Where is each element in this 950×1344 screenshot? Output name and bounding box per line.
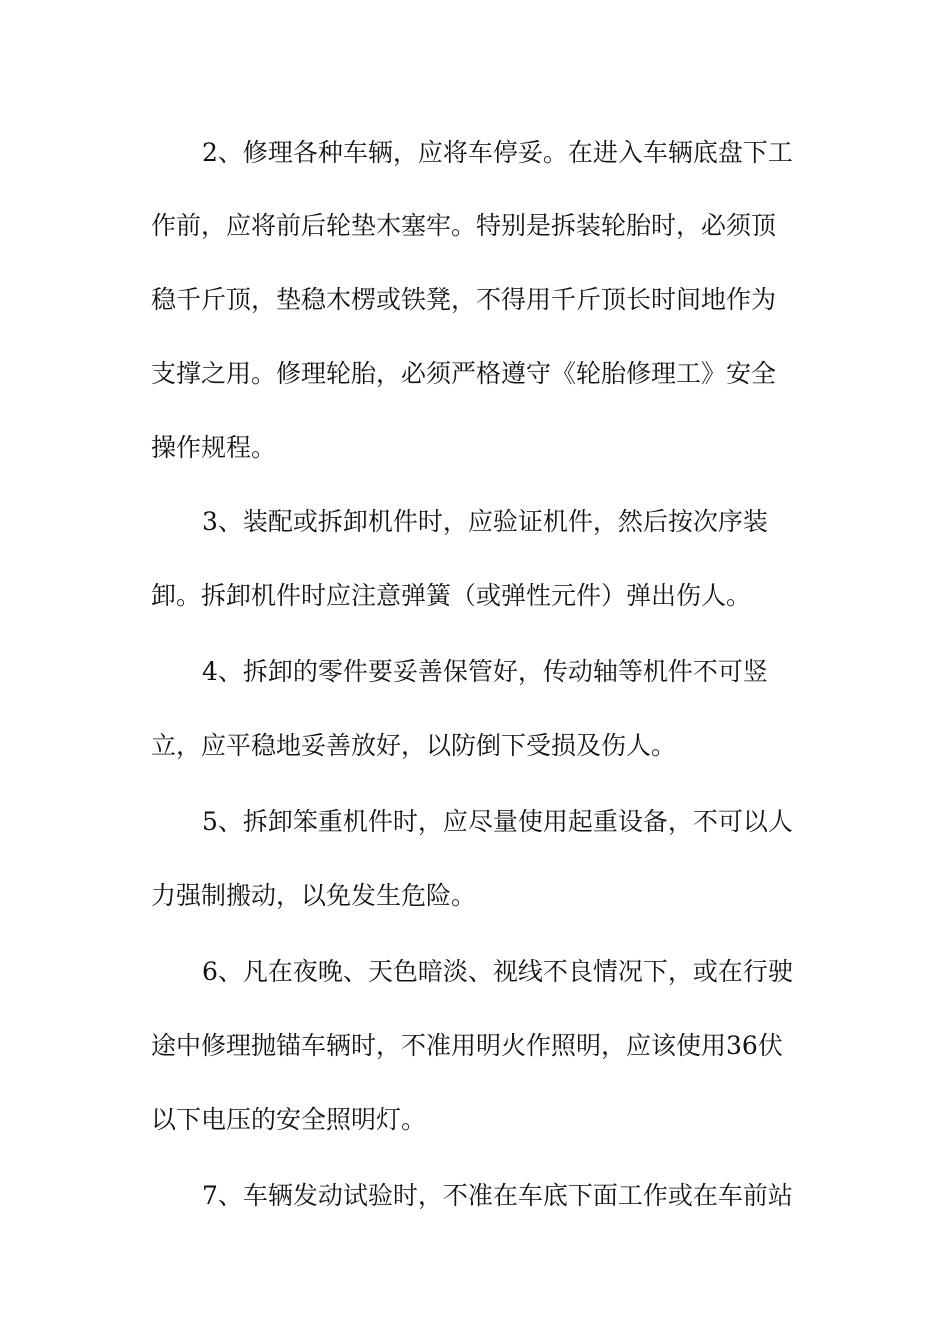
item-3-line-2: 卸。拆卸机件时应注意弹簧（或弹性元件）弹出伤人。 (151, 581, 752, 610)
item-7-line-1: 7、车辆发动试验时，不准在车底下面工作或在车前站 (202, 1181, 793, 1210)
item-6-line-1: 6、凡在夜晚、天色暗淡、视线不良情况下，或在行驶 (202, 957, 793, 986)
item-5-line-1: 5、拆卸笨重机件时，应尽量使用起重设备，不可以人 (202, 807, 793, 836)
item-5-line-2: 力强制搬动，以免发生危险。 (151, 881, 477, 910)
item-4-line-2: 立，应平稳地妥善放好，以防倒下受损及伤人。 (151, 731, 677, 760)
item-3-line-1: 3、装配或拆卸机件时，应验证机件，然后按次序装 (202, 507, 768, 536)
item-2-line-5: 操作规程。 (151, 433, 277, 462)
item-6-line-2: 途中修理抛锚车辆时，不准用明火作照明，应该使用36伏 (151, 1031, 783, 1060)
item-2-line-4: 支撑之用。修理轮胎，必须严格遵守《轮胎修理工》安全 (151, 359, 777, 388)
item-6-line-3: 以下电压的安全照明灯。 (151, 1105, 427, 1134)
item-2-line-2: 作前，应将前后轮垫木塞牢。特别是拆装轮胎时，必须顶 (151, 211, 777, 240)
item-2-line-3: 稳千斤顶，垫稳木楞或铁凳，不得用千斤顶长时间地作为 (151, 285, 777, 314)
item-2-line-1: 2、修理各种车辆，应将车停妥。在进入车辆底盘下工 (202, 138, 793, 167)
item-4-line-1: 4、拆卸的零件要妥善保管好，传动轴等机件不可竖 (202, 657, 768, 686)
